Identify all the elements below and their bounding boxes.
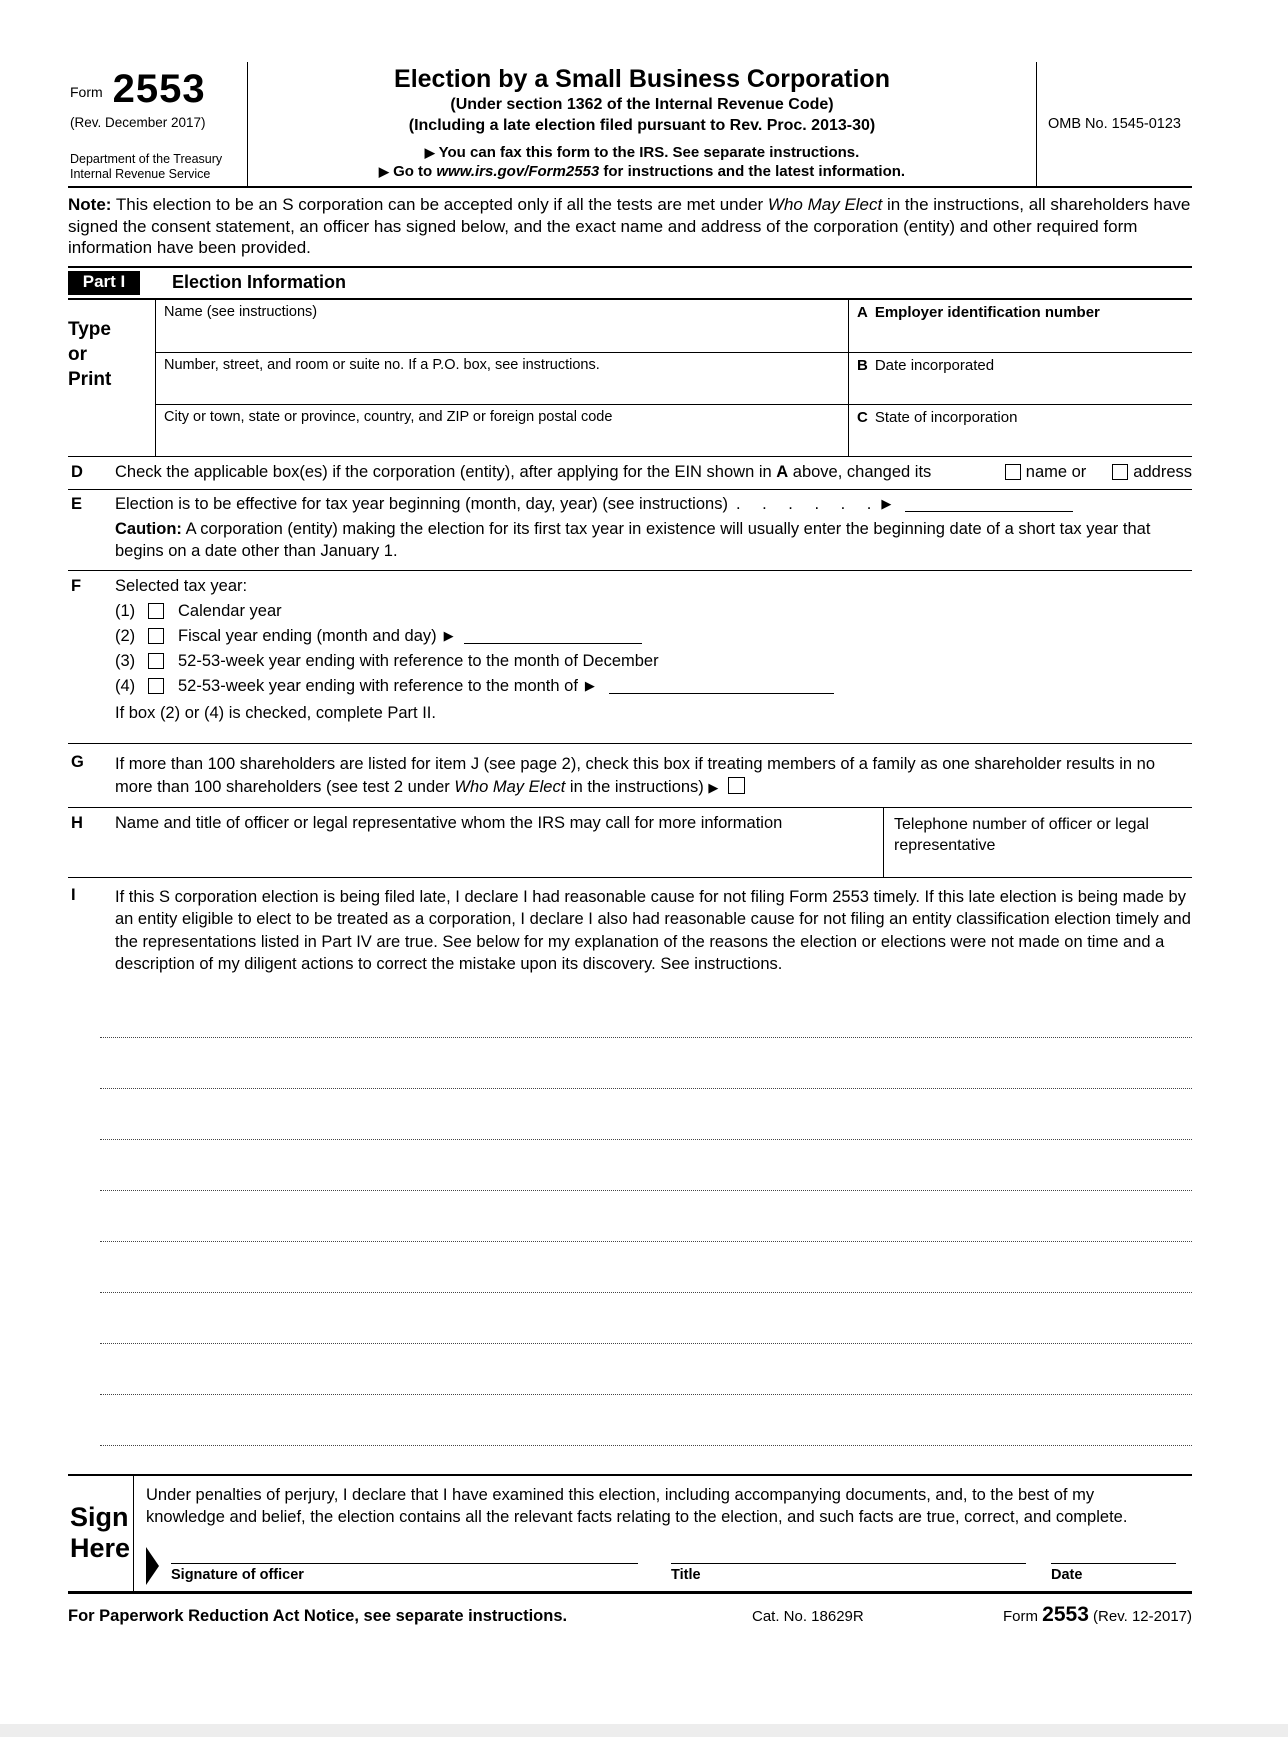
agency-label: Internal Revenue Service — [70, 167, 211, 181]
item-g-letter: G — [71, 752, 84, 771]
signature-arrow-icon — [146, 1547, 159, 1585]
telephone-field[interactable] — [883, 808, 1192, 877]
calendar-year-label: Calendar year — [178, 601, 282, 620]
right-arrow-icon: ▶ — [881, 496, 892, 511]
item-h-letter: H — [71, 813, 83, 832]
state-incorporation-field[interactable]: C State of incorporation — [848, 405, 1192, 456]
ein-field-label: Employer identification number — [874, 303, 1100, 321]
fiscal-year-ending-field[interactable] — [464, 629, 642, 644]
page-edge — [0, 1724, 1288, 1737]
signature-title-field[interactable] — [671, 1563, 1026, 1583]
name-change-checkbox[interactable] — [1005, 464, 1021, 480]
name-field-label: Name (see instructions) — [164, 303, 318, 320]
explanation-line[interactable] — [100, 1038, 1192, 1089]
week52-other-checkbox[interactable] — [148, 678, 164, 694]
name-field[interactable] — [156, 300, 848, 352]
item-f — [68, 571, 1192, 744]
address-change-label: address — [1133, 462, 1192, 481]
table-row — [156, 404, 1192, 456]
address-change-checkbox[interactable] — [1112, 464, 1128, 480]
item-e-caution: Caution: A corporation (entity) making the election for its first tax year in existence will usually enter the beginning date of a short tax year that begins on a date other than January 1. — [115, 519, 1151, 560]
state-incorporation-label: State of incorporation — [874, 408, 1018, 426]
goto-note: ▶ Go to www.irs.gov/Form2553 for instructions and the latest information. — [378, 163, 906, 180]
item-h — [68, 808, 1192, 878]
table-row — [156, 300, 1192, 352]
item-f-letter: F — [71, 576, 82, 595]
item-f-label: Selected tax year: — [115, 576, 248, 595]
form-revision: (Rev. December 2017) — [70, 115, 206, 130]
sign-here-label: Sign Here — [70, 1501, 131, 1563]
name-change-label: name or — [1025, 462, 1087, 481]
week52-december-checkbox[interactable] — [148, 653, 164, 669]
paperwork-notice: For Paperwork Reduction Act Notice, see separate instructions. — [68, 1606, 568, 1625]
week52-december-label: 52-53-week year ending with reference to the month of December — [178, 651, 659, 670]
family-shareholder-checkbox[interactable] — [728, 777, 745, 794]
explanation-line[interactable] — [100, 1344, 1192, 1395]
fiscal-year-label: Fiscal year ending (month and day) — [178, 626, 437, 645]
signature-section — [68, 1474, 1192, 1594]
footer-form-id: Form 2553 (Rev. 12-2017) — [1003, 1602, 1192, 1626]
explanation-line[interactable] — [100, 1140, 1192, 1191]
officer-signature-label: Signature of officer — [171, 1566, 304, 1583]
item-g — [68, 744, 1192, 808]
tax-year-option-3: (3) 52-53-week year ending with reference to the month of December — [115, 651, 659, 670]
right-arrow-icon: ▶ — [443, 628, 454, 643]
street-field-label: Number, street, and room or suite no. If a P.O. box, see instructions. — [164, 356, 600, 373]
form-note: Note: This election to be an S corporation can be accepted only if all the tests are met under Who May Elect in the instructions, all shareholders have signed the consent statement, an officer has signed below, and the exact name and address of the corporation (entity) and other required form information have been provided. — [68, 188, 1192, 268]
item-d — [68, 457, 1192, 490]
fax-note: ▶ You can fax this form to the IRS. See separate instructions. — [424, 144, 860, 161]
date-incorporated-label: Date incorporated — [874, 356, 995, 374]
table-row — [156, 352, 1192, 404]
explanation-line[interactable] — [100, 1395, 1192, 1446]
note-label: Note: — [68, 195, 112, 214]
tax-year-option-4: (4) 52-53-week year ending with reference to the month of ▶ — [115, 677, 1192, 696]
form-identity-block — [68, 62, 248, 186]
explanation-line[interactable] — [100, 1089, 1192, 1140]
right-arrow-icon: ▶ — [378, 164, 389, 179]
explanation-line[interactable] — [100, 1191, 1192, 1242]
week52-month-field[interactable] — [609, 679, 834, 694]
explanation-line[interactable] — [100, 987, 1192, 1038]
explanation-area — [68, 987, 1192, 1446]
explanation-line[interactable] — [100, 1242, 1192, 1293]
item-f-note: If box (2) or (4) is checked, complete Part II. — [115, 703, 436, 722]
ein-field[interactable]: A Employer identification number — [848, 300, 1192, 352]
item-d-letter: D — [71, 462, 83, 481]
item-e-text: Election is to be effective for tax year beginning (month, day, year) (see instructions) — [115, 494, 728, 513]
form-title-block — [248, 62, 1037, 186]
form-number: 2553 — [112, 67, 206, 111]
right-arrow-icon: ▶ — [424, 145, 435, 160]
signature-date-label: Date — [1051, 1566, 1083, 1583]
explanation-line[interactable] — [100, 1293, 1192, 1344]
right-arrow-icon: ▶ — [708, 779, 719, 795]
catalog-number: Cat. No. 18629R — [752, 1607, 864, 1625]
calendar-year-checkbox[interactable] — [148, 603, 164, 619]
perjury-declaration: Under penalties of perjury, I declare that I have examined this election, including accompanying documents, and, to the best of my knowledge and belief, the election contains all the relevant facts relating to the election, and such facts are true, correct, and complete. — [146, 1485, 1128, 1526]
form-subtitle-1: (Under section 1362 of the Internal Revenue Code) — [450, 96, 834, 113]
type-or-print-label: Type or Print — [68, 318, 112, 390]
signature-date-field[interactable] — [1051, 1563, 1176, 1583]
omb-number: OMB No. 1545-0123 — [1048, 116, 1181, 132]
form-footer — [68, 1594, 1192, 1627]
tax-year-option-1: (1) Calendar year — [115, 601, 282, 620]
item-e — [68, 490, 1192, 571]
item-e-letter: E — [71, 494, 83, 513]
city-field-label: City or town, state or province, country, and ZIP or foreign postal code — [164, 408, 613, 425]
item-g-text: If more than 100 shareholders are listed for item J (see page 2), check this box if treating members of a family as one shareholder results in no more than 100 shareholders (see test 2 under Who May Elect in the instructions) ▶ — [115, 754, 1156, 796]
irs-url: www.irs.gov/Form2553 — [436, 163, 600, 180]
part1-chip: Part I — [68, 271, 140, 295]
entity-info-table — [68, 300, 1192, 457]
officer-name-field[interactable] — [68, 808, 883, 877]
officer-name-label: Name and title of officer or legal representative whom the IRS may call for more information — [115, 813, 783, 832]
officer-signature-field[interactable] — [171, 1563, 638, 1583]
telephone-label: Telephone number of officer or legal representative — [894, 815, 1149, 854]
form-title: Election by a Small Business Corporation — [394, 65, 890, 93]
form-header — [68, 62, 1192, 188]
part1-title: Election Information — [172, 272, 347, 292]
city-field[interactable] — [156, 405, 848, 456]
item-i — [68, 878, 1192, 980]
department-label: Department of the Treasury — [70, 152, 223, 166]
date-incorporated-field[interactable]: B Date incorporated — [848, 353, 1192, 404]
item-d-text: Check the applicable box(es) if the corporation (entity), after applying for the EIN shown in A above, changed its — [115, 462, 932, 481]
effective-date-field[interactable] — [905, 497, 1073, 512]
signature-title-label: Title — [671, 1566, 701, 1583]
dot-leader: . . . . . . — [735, 494, 872, 513]
form-page — [68, 62, 1192, 1627]
fiscal-year-checkbox[interactable] — [148, 628, 164, 644]
right-arrow-icon: ▶ — [584, 678, 595, 693]
item-i-letter: I — [71, 885, 76, 904]
form-subtitle-2: (Including a late election filed pursuant to Rev. Proc. 2013-30) — [408, 117, 876, 134]
late-election-text: If this S corporation election is being filed late, I declare I had reasonable cause for not filing Form 2553 timely. If this late election is being made by an entity eligible to elect to be treated as a corporation, I declare I also had reasonable cause for not filing an entity classification election timely and the representations listed in Part IV are true. See below for my explanation of the reasons the election or elections were not made on time and a description of my diligent actions to correct the mistake upon its discovery. See instructions. — [115, 887, 1191, 973]
week52-other-label: 52-53-week year ending with reference to the month of — [178, 676, 578, 695]
part1-header — [68, 268, 1192, 300]
street-field[interactable] — [156, 353, 848, 404]
tax-year-option-2: (2) Fiscal year ending (month and day) ▶ — [115, 627, 1192, 646]
form-word: Form — [70, 84, 103, 100]
